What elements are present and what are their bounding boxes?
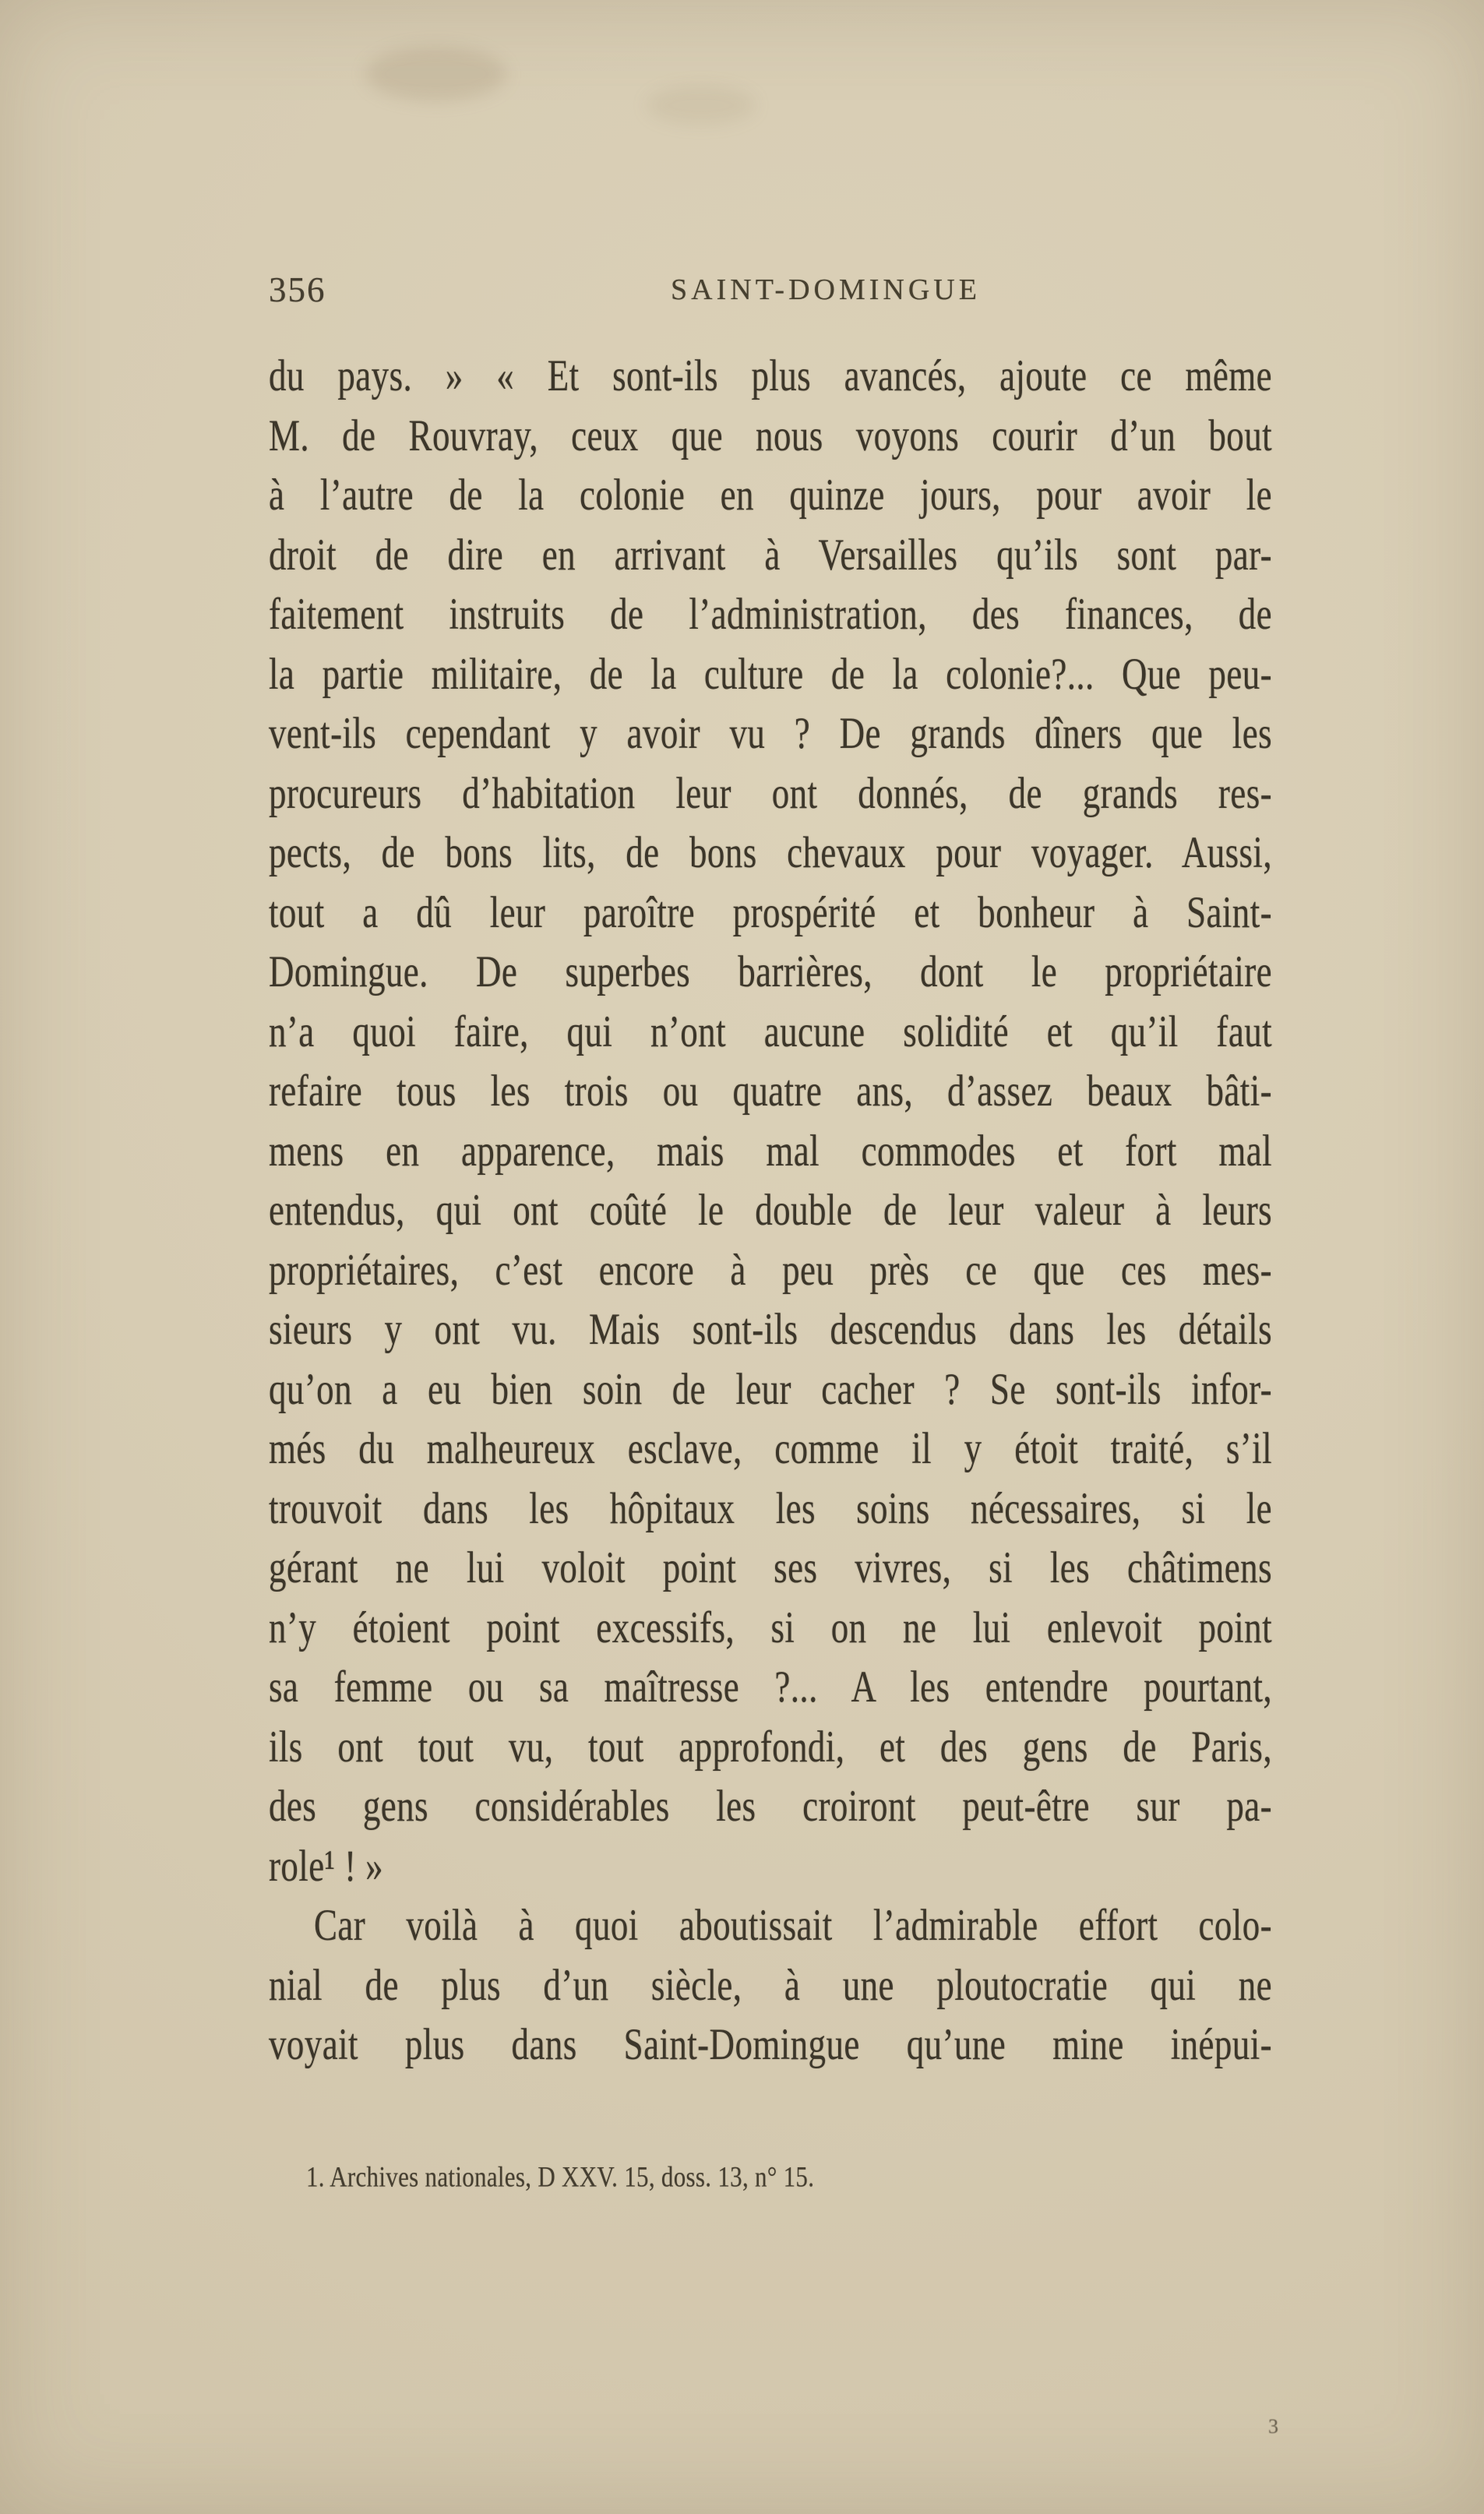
text-line: sa femme ou sa maîtresse ?... A les entendre pourtant,: [269, 1661, 1272, 1712]
text-line: refaire tous les trois ou quatre ans, d’assez beaux bâti-: [269, 1065, 1272, 1116]
text-line: voyait plus dans Saint-Domingue qu’une mine inépui-: [269, 2019, 1272, 2069]
paragraph: [269, 1897, 1272, 2076]
text-line: tout a dû leur paroître prospérité et bonheur à Saint-: [269, 887, 1272, 937]
text-line: entendus, qui ont coûté le double de leur valeur à leurs: [269, 1184, 1272, 1235]
paragraph: [269, 347, 1272, 1897]
text-line: vent-ils cependant y avoir vu ? De grands dîners que les: [269, 707, 1272, 758]
text-line: més du malheureux esclave, comme il y étoit traité, s’il: [269, 1423, 1272, 1473]
text-block: [269, 347, 1272, 2076]
text-line: gérant ne lui voloit point ses vivres, si les châtimens: [269, 1542, 1272, 1592]
paper-smudge: [366, 47, 506, 101]
text-line: du pays. » « Et sont-ils plus avancés, ajoute ce même: [269, 350, 1272, 400]
text-line: role¹ ! »: [269, 1840, 384, 1891]
text-line: droit de dire en arrivant à Versailles qu’ils sont par-: [269, 529, 1272, 580]
running-header: SAINT-DOMINGUE: [671, 273, 981, 306]
text-line: nial de plus d’un siècle, à une ploutocratie qui ne: [269, 1959, 1272, 2010]
page-number: 356: [269, 270, 326, 309]
printers-mark: 3: [1268, 2415, 1278, 2438]
paper-smudge: [647, 86, 756, 125]
text-line: faitement instruits de l’administration, des finances, de: [269, 588, 1272, 639]
text-line: trouvoit dans les hôpitaux les soins nécessaires, si le: [269, 1483, 1272, 1533]
text-line: sieurs y ont vu. Mais sont-ils descendus dans les détails: [269, 1303, 1272, 1354]
text-line: n’a quoi faire, qui n’ont aucune solidité et qu’il faut: [269, 1006, 1272, 1056]
text-line: procureurs d’habitation leur ont donnés, de grands res-: [269, 767, 1272, 818]
text-line: la partie militaire, de la culture de la colonie?... Que peu-: [269, 648, 1272, 699]
text-line: mens en apparence, mais mal commodes et fort mal: [269, 1125, 1272, 1176]
footnote: 1. Archives nationales, D XXV. 15, doss. 13, n° 15.: [306, 2160, 815, 2193]
text-line: M. de Rouvray, ceux que nous voyons courir d’un bout: [269, 410, 1272, 460]
text-line: qu’on a eu bien soin de leur cacher ? Se sont-ils infor-: [269, 1363, 1272, 1414]
text-line: ils ont tout vu, tout approfondi, et des gens de Paris,: [269, 1721, 1272, 1772]
text-line: à l’autre de la colonie en quinze jours, pour avoir le: [269, 469, 1272, 520]
text-line: Car voilà à quoi aboutissait l’admirable effort colo-: [314, 1899, 1272, 1950]
text-line: n’y étoient point excessifs, si on ne lui enlevoit point: [269, 1602, 1272, 1652]
text-line: propriétaires, c’est encore à peu près ce que ces mes-: [269, 1244, 1272, 1295]
text-line: des gens considérables les croiront peut-être sur pa-: [269, 1780, 1272, 1831]
text-line: Domingue. De superbes barrières, dont le propriétaire: [269, 946, 1272, 996]
text-line: pects, de bons lits, de bons chevaux pour voyager. Aussi,: [269, 827, 1272, 877]
